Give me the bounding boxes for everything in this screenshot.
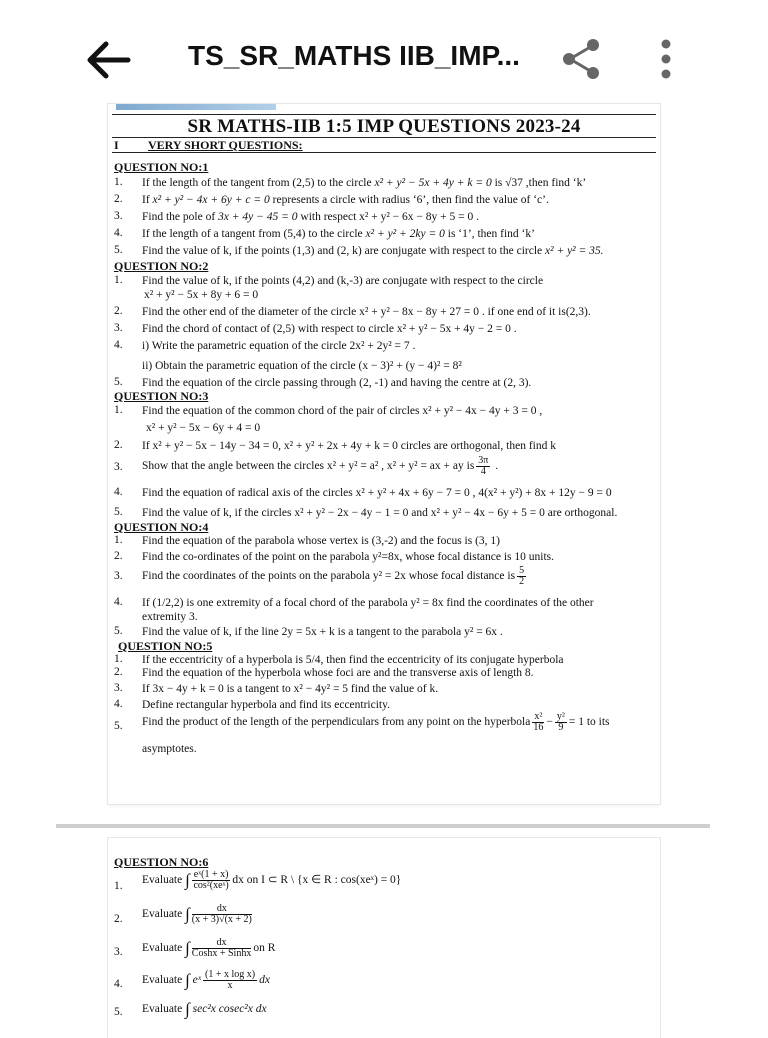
question-heading: QUESTION NO:4 [114,520,209,534]
question-item [142,870,656,891]
question-item-continuation: asymptotes. [142,743,197,755]
fraction [476,456,490,477]
item-equation: sec²x cosec²x dx [192,1003,267,1015]
question-item [142,904,656,925]
item-number: 4. [114,978,123,990]
question-item: If x² + y² − 5x − 14y − 34 = 0, x² + y² + 2x + 4y + k = 0 circles are orthogonal, then find k [142,440,556,452]
question-item [142,176,656,190]
integral-symbol: ∫ [185,870,190,890]
fraction [192,870,231,891]
question-item: Show that the angle between the circles x² + y² = a² , x² + y² = ax + ay is $\frac{3\pi}{4}$ . [142,455,499,477]
item-text: If the length of the tangent from (2,5) to the circle [142,177,375,189]
item-number: 3. [114,322,123,334]
fraction-denominator: 16 [533,722,544,733]
item-text: If [142,194,153,206]
fraction-numerator: 5 [519,565,525,576]
fraction [532,712,544,733]
app-bar [0,0,768,104]
fraction-denominator: cos²(xeˣ) [193,880,229,891]
section-title: VERY SHORT QUESTIONS: [148,138,303,152]
item-equation: x² + y² − 5x + 4y + k = 0 [374,177,492,189]
question-item: If (1/2,2) is one extremity of a focal chord of the parabola y² = 8x find the coordinates of the other [142,597,594,609]
item-text: Find the coordinates of the points on the parabola y² = 2x whose focal distance is [142,570,516,583]
back-arrow-icon[interactable] [84,38,132,82]
question-item [142,210,656,224]
question-item: Find the co-ordinates of the point on the parabola y²=8x, whose focal distance is 10 units. [142,551,555,563]
question-item: Find the equation of the hyperbola whose foci are and the transverse axis of length 8. [142,667,534,679]
item-text: Evaluate [142,1003,183,1015]
fraction-numerator: dx [192,938,252,949]
item-text: Find the product of the length of the perpendiculars from any point on the hyperbola [142,716,531,729]
item-number: 5. [114,720,123,732]
item-number: 1. [114,176,123,188]
pdf-page-1[interactable] [108,104,660,804]
integral-symbol: ∫ [185,970,190,990]
fraction-denominator: 4 [480,466,486,477]
question-item-continuation: ii) Obtain the parametric equation of the circle (x − 3)² + (y − 4)² = 8² [142,360,462,372]
fraction [192,938,252,959]
more-options-icon[interactable] [654,38,678,80]
item-number: 2. [114,439,123,451]
item-number: 1. [114,274,123,286]
question-heading: QUESTION NO:6 [114,855,209,869]
item-text: dx on I ⊂ R \ {x ∈ R : cos(xeˣ) = 0} [232,874,402,887]
question-heading: QUESTION NO:1 [114,160,209,174]
fraction-numerator: y² [556,711,565,722]
item-text: Evaluate [142,974,183,987]
top-rule [112,114,656,115]
section-number: I [114,138,119,152]
item-number: 5. [114,625,123,637]
integral-symbol: ∫ [185,938,190,958]
fraction [517,566,526,587]
fraction-numerator: 3π [478,455,489,466]
item-number: 2. [114,193,123,205]
item-number: 3. [114,461,123,473]
fraction-denominator: (x + 3)√(x + 2) [191,914,252,925]
item-text: If the length of a tangent from (5,4) to the circle [142,228,366,240]
item-equation: x² + y² − 4x + 6y + c = 0 [152,194,270,206]
item-number: 5. [114,376,123,388]
item-number: 5. [114,244,123,256]
share-icon[interactable] [560,38,602,80]
header-logo-strip [116,104,276,110]
item-text: Evaluate [142,942,183,955]
item-number: 4. [114,339,123,351]
item-number: 1. [114,534,123,546]
question-item: Find the value of k, if the circles x² + y² − 2x − 4y − 1 = 0 and x² + y² − 4x − 6y + 5 = 0 are orthogonal. [142,507,618,519]
question-item: Define rectangular hyperbola and find its eccentricity. [142,699,390,711]
item-equation: eˣ [192,974,202,987]
question-item: Find the other end of the diameter of the circle x² + y² − 8x − 8y + 27 = 0 . if one end of it is(2,3). [142,306,591,318]
item-number: 5. [114,1006,123,1018]
question-item-continuation: x² + y² − 5x − 6y + 4 = 0 [146,422,261,434]
item-text: is ‘1’, then find ‘k’ [444,228,535,240]
question-item [142,938,656,959]
fraction [555,712,567,733]
question-item: Find the value of k, if the line 2y = 5x + k is a tangent to the parabola y² = 6x . [142,626,503,638]
item-number: 1. [114,653,123,665]
item-number: 5. [114,506,123,518]
question-item-continuation: x² + y² − 5x + 8y + 6 = 0 [144,289,259,301]
item-number: 3. [114,210,123,222]
question-item: Find the equation of the parabola whose vertex is (3,-2) and the focus is (3, 1) [142,535,500,547]
fraction-denominator: 2 [519,576,525,587]
item-number: 3. [114,946,123,958]
fraction [203,970,257,991]
item-number: 1. [114,404,123,416]
question-item [142,193,656,207]
question-heading: QUESTION NO:5 [118,639,213,653]
item-number: 4. [114,486,123,498]
item-text: on R [253,942,276,955]
item-number: 2. [114,913,123,925]
question-heading: QUESTION NO:3 [114,389,209,403]
page-separator [56,824,710,828]
integral-symbol: ∫ [185,904,190,924]
item-number: 2. [114,550,123,562]
question-item [142,970,656,991]
fraction-numerator: x² [534,711,543,722]
question-item: Find the chord of contact of (2,5) with respect to circle x² + y² − 5x + 4y − 2 = 0 . [142,323,517,335]
question-item: Find the equation of the circle passing through (2, -1) and having the centre at (2, 3). [142,377,532,389]
item-equation: x² + y² = 35. [545,245,604,257]
item-equation: x² + y² + 2ky = 0 [365,228,445,240]
item-equation: dx [259,974,270,987]
item-equation: 3x + 4y − 45 = 0 [218,211,298,223]
question-item [142,566,656,587]
question-item [142,244,656,258]
question-item: If 3x − 4y + k = 0 is a tangent to x² − 4y² = 5 find the value of k. [142,683,439,695]
question-heading: QUESTION NO:2 [114,259,209,273]
item-text: represents a circle with radius ‘6’, then find the value of ‘c’. [269,194,549,206]
item-number: 3. [114,570,123,582]
item-number: 3. [114,682,123,694]
item-number: 4. [114,227,123,239]
fraction-denominator: 9 [558,722,564,733]
document-title: TS_SR_MATHS IIB_IMP... [188,40,520,71]
fraction-denominator: x [227,980,233,991]
item-number: 1. [114,880,123,892]
item-text: − [546,716,553,729]
fraction-numerator: dx [192,904,252,915]
question-item: If the eccentricity of a hyperbola is 5/4, then find the eccentricity of its conjugate hyperbola [142,654,564,666]
section-rule [112,152,656,153]
pdf-page-2[interactable] [108,838,660,1038]
question-item: Find the equation of radical axis of the circles x² + y² + 4x + 6y − 7 = 0 , 4(x² + y²) + 8x + 12y − 9 = 0 [142,487,612,499]
question-item [142,227,656,241]
item-text: Evaluate [142,908,183,921]
question-item: Find the value of k, if the points (4,2) and (k,-3) are conjugate with respect to the circle [142,275,544,287]
item-text: Show that the angle between the circles x² + y² = a² , x² + y² = ax + ay is [142,460,475,473]
item-text: with respect x² + y² − 6x − 8y + 5 = 0 . [297,211,479,223]
item-text: = 1 to its [568,716,610,729]
item-text: Evaluate [142,874,183,887]
question-item [142,712,656,733]
item-text: Find the pole of [142,211,219,223]
integral-symbol: ∫ [185,999,190,1019]
item-text: is √37 ,then find ‘k’ [491,177,587,189]
item-text: Find the value of k, if the points (1,3) and (2, k) are conjugate with respect to the circle [142,245,546,257]
item-number: 4. [114,698,123,710]
item-number: 2. [114,305,123,317]
question-item: i) Write the parametric equation of the circle 2x² + 2y² = 7 . [142,340,416,352]
item-number: 2. [114,666,123,678]
fraction-numerator: eˣ(1 + x) [193,869,229,880]
question-item: Find the equation of the common chord of the pair of circles x² + y² − 4x − 4y + 3 = 0 , [142,405,543,417]
page-heading: SR MATHS-IIB 1:5 IMP QUESTIONS 2023-24 [187,116,581,137]
item-number: 4. [114,596,123,608]
question-item-continuation: extremity 3. [142,611,198,623]
fraction [192,904,252,925]
fraction-denominator: Coshx + Sinhx [191,948,252,959]
fraction-numerator: (1 + x log x) [205,969,256,980]
question-item [142,999,656,1019]
